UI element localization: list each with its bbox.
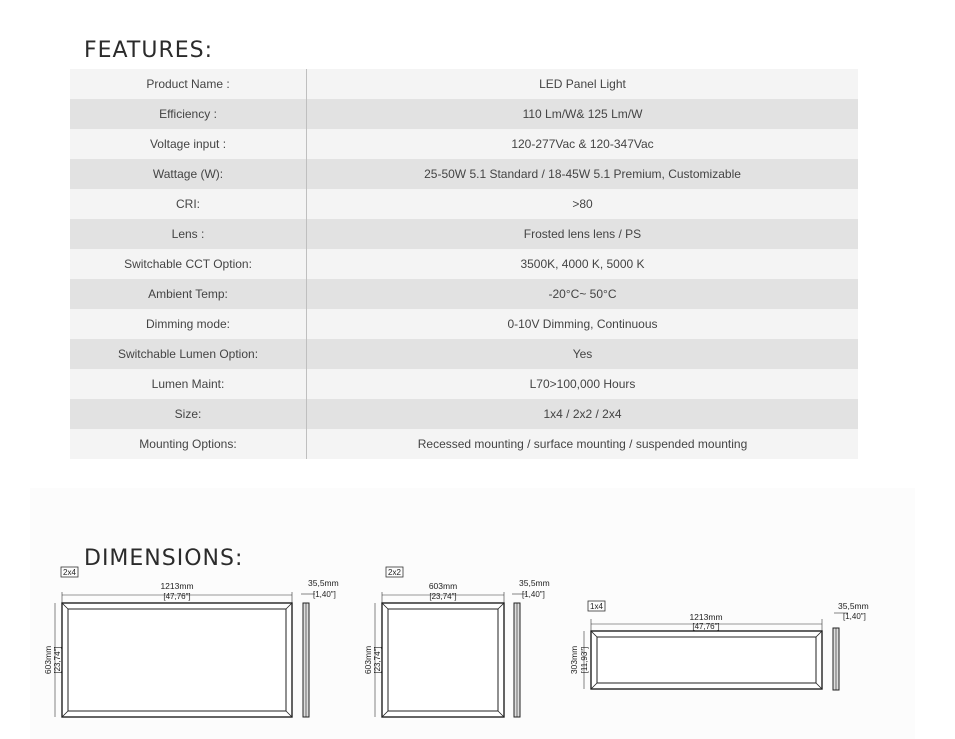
depth-in-label: [1,40"]	[522, 590, 545, 599]
spec-label: Product Name :	[70, 69, 307, 99]
spec-value: Frosted lens lens / PS	[307, 219, 859, 249]
spec-value: 120-277Vac & 120-347Vac	[307, 129, 859, 159]
height-mm-label: 603mm	[43, 645, 53, 675]
size-tag: 1x4	[590, 602, 603, 611]
spec-value: Recessed mounting / surface mounting / suspended mounting	[307, 429, 859, 459]
size-tag: 2x2	[388, 568, 401, 577]
width-mm-label: 1213mm	[160, 581, 194, 591]
spec-label: Switchable Lumen Option:	[70, 339, 307, 369]
spec-label: Efficiency :	[70, 99, 307, 129]
height-in-label: [11,93"]	[580, 646, 589, 674]
size-tag: 2x4	[63, 568, 76, 577]
panel-outer-frame	[62, 603, 292, 717]
depth-mm-label: 35,5mm	[838, 601, 869, 611]
spec-value: 1x4 / 2x2 / 2x4	[307, 399, 859, 429]
depth-in-label: [1,40"]	[313, 590, 336, 599]
spec-label: Voltage input :	[70, 129, 307, 159]
width-in-label: [47,76"]	[163, 592, 191, 601]
spec-value: Yes	[307, 339, 859, 369]
spec-label: Switchable CCT Option:	[70, 249, 307, 279]
spec-value: 110 Lm/W& 125 Lm/W	[307, 99, 859, 129]
width-in-label: [47,76"]	[692, 622, 720, 631]
spec-value: 0-10V Dimming, Continuous	[307, 309, 859, 339]
panel-outer-frame	[591, 631, 822, 689]
spec-label: Lens :	[70, 219, 307, 249]
spec-label: Lumen Maint:	[70, 369, 307, 399]
dimensions-heading: DIMENSIONS:	[84, 546, 244, 572]
height-mm-label: 303mm	[569, 645, 579, 675]
height-in-label: [23,74"]	[373, 646, 382, 674]
panel-drawing-2x2	[363, 567, 550, 717]
spec-value: 3500K, 4000 K, 5000 K	[307, 249, 859, 279]
spec-label: CRI:	[70, 189, 307, 219]
features-heading: FEATURES:	[84, 38, 214, 64]
depth-mm-label: 35,5mm	[308, 578, 339, 588]
spec-value: LED Panel Light	[307, 69, 859, 99]
height-in-label: [23,74"]	[53, 646, 62, 674]
spec-label: Ambient Temp:	[70, 279, 307, 309]
spec-label: Size:	[70, 399, 307, 429]
width-in-label: [23,74"]	[429, 592, 457, 601]
spec-value: 25-50W 5.1 Standard / 18-45W 5.1 Premium, Customizable	[307, 159, 859, 189]
height-mm-label: 603mm	[363, 645, 373, 675]
spec-label: Wattage (W):	[70, 159, 307, 189]
spec-value: >80	[307, 189, 859, 219]
panel-drawing-1x4	[569, 601, 869, 690]
panel-drawing-2x4	[43, 567, 339, 717]
width-mm-label: 1213mm	[689, 612, 723, 622]
width-mm-label: 603mm	[428, 581, 458, 591]
spec-label: Mounting Options:	[70, 429, 307, 459]
spec-label: Dimming mode:	[70, 309, 307, 339]
spec-value: -20°C~ 50°C	[307, 279, 859, 309]
depth-in-label: [1,40"]	[843, 612, 866, 621]
depth-mm-label: 35,5mm	[519, 578, 550, 588]
panel-outer-frame	[382, 603, 504, 717]
spec-value: L70>100,000 Hours	[307, 369, 859, 399]
